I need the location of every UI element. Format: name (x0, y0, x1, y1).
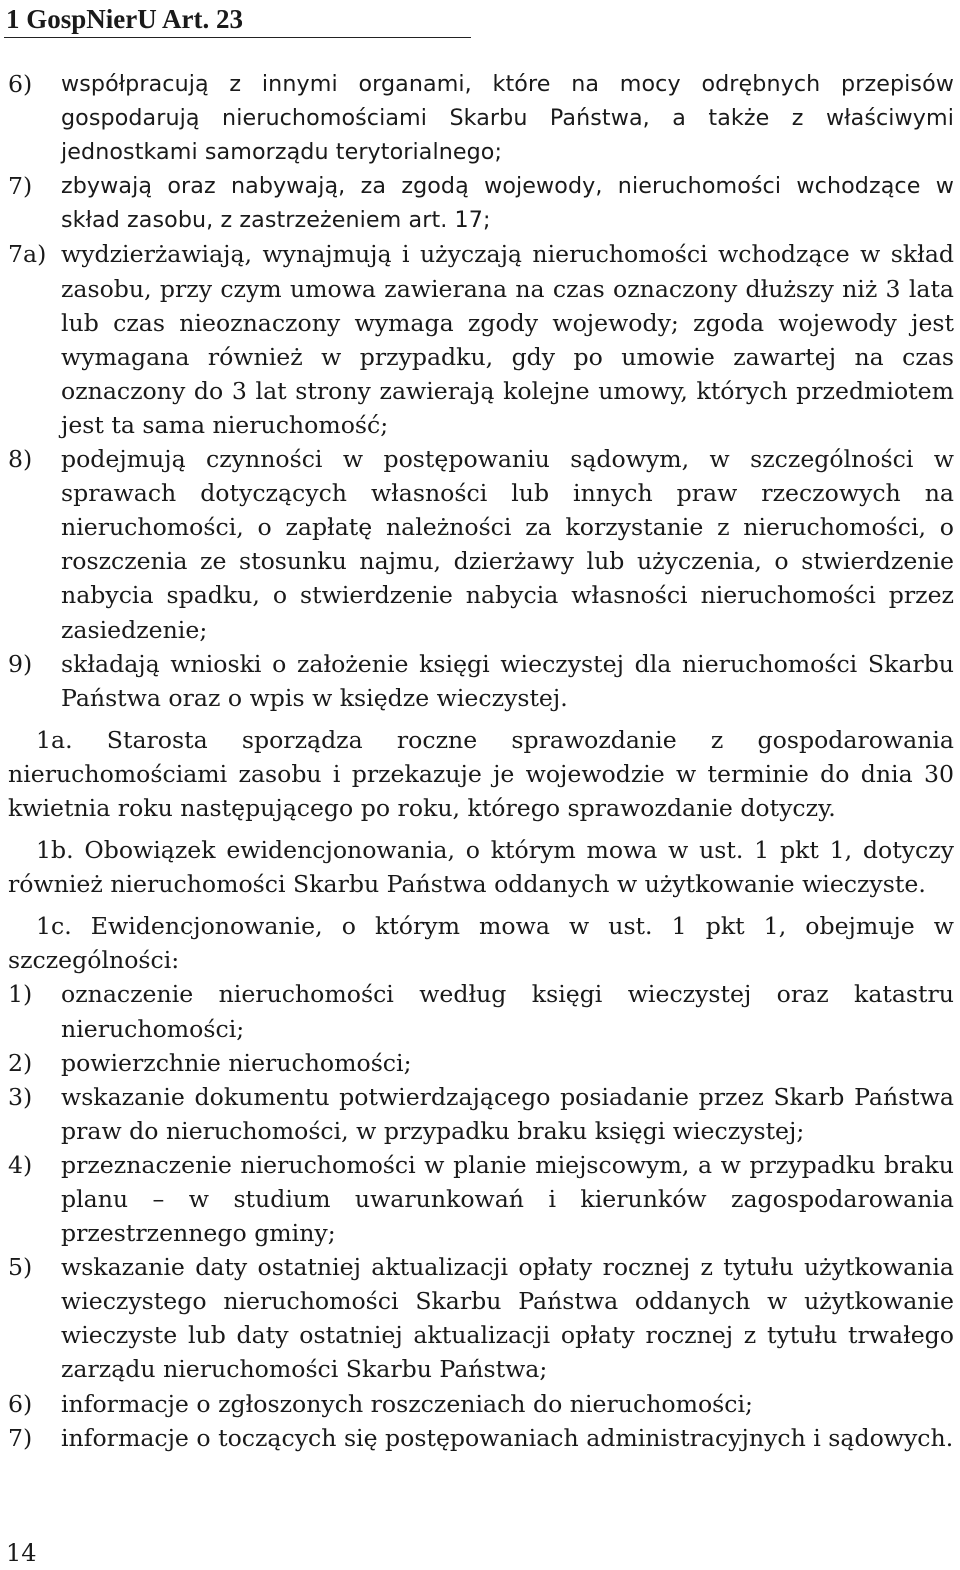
list-item (8, 67, 954, 169)
item-number: 3) (8, 1082, 33, 1111)
list-item (8, 442, 954, 647)
item-text: informacje o toczących się postępowaniach administracyjnych i sądowych. (61, 1423, 954, 1452)
list-item (8, 169, 954, 237)
list-item (8, 1046, 954, 1080)
header-rule (4, 37, 471, 38)
item-text: składają wnioski o założenie księgi wieczystej dla nieruchomości Skarbu Państwa oraz o wpis w księdze wieczystej. (61, 649, 954, 712)
document-body (8, 67, 954, 1455)
list-item (8, 237, 954, 442)
item-number: 9) (8, 649, 33, 678)
item-text: informacje o zgłoszonych roszczeniach do nieruchomości; (61, 1389, 753, 1418)
item-number: 8) (8, 445, 33, 474)
list-item (8, 647, 954, 715)
list-item (8, 1387, 954, 1421)
paragraph-1c: 1c. Ewidencjonowanie, o którym mowa w ust. 1 pkt 1, obejmuje w szczególności: (8, 912, 954, 975)
list-item (8, 1250, 954, 1386)
item-text: wskazanie dokumentu potwierdzającego posiadanie przez Skarb Państwa praw do nieruchomości, w przypadku braku księgi wieczystej; (61, 1082, 954, 1145)
paragraph-1a: 1a. Starosta sporządza roczne sprawozdanie z gospodarowania nieruchomościami zasobu i przekazuje je wojewodzie w terminie do dnia 30 kwietnia roku następującego po roku, którego sprawozdanie dotyczy. (8, 725, 954, 822)
item-text: zbywają oraz nabywają, za zgodą wojewody, nieruchomości wchodzące w skład zasobu, z zastrzeżeniem art. 17; (61, 173, 954, 234)
item-text: powierzchnie nieruchomości; (61, 1048, 412, 1077)
item-text: wskazanie daty ostatniej aktualizacji opłaty rocznej z tytułu użytkowania wieczystego nieruchomości Skarbu Państwa oddanych w użytkowanie wieczyste lub daty ostatniej aktualizacji opłaty rocznej z tytułu trwałego zarządu nieruchomości Skarbu Państwa; (61, 1253, 954, 1384)
item-number: 5) (8, 1253, 33, 1282)
item-number: 1) (8, 980, 33, 1009)
item-number: 4) (8, 1150, 33, 1179)
item-number: 2) (8, 1048, 33, 1077)
list-item (8, 977, 954, 1045)
page-number: 14 (6, 1539, 37, 1567)
list-item (8, 1148, 954, 1250)
item-number: 7a) (8, 240, 47, 269)
item-number: 6) (8, 70, 33, 98)
list-item (8, 1080, 954, 1148)
item-text: oznaczenie nieruchomości według księgi wieczystej oraz katastru nieruchomości; (61, 980, 954, 1043)
item-text: wydzierżawiają, wynajmują i użyczają nieruchomości wchodzące w skład zasobu, przy czym umowa zawierana na czas oznaczony dłuższy niż 3 lata lub czas nieoznaczony wymaga zgody wojewody; zgoda wojewody jest wymagana również w przypadku, gdy po umowie zawartej na czas oznaczony do 3 lat strony zawierają kolejne umowy, których przedmiotem jest ta sama nieruchomość; (61, 240, 954, 439)
item-number: 7) (8, 172, 33, 201)
running-header: 1 GospNierU Art. 23 (6, 4, 243, 34)
item-text: współpracują z innymi organami, które na mocy odrębnych przepisów gospodarują nieruchomościami Skarbu Państwa, a także z właściwymi jednostkami samorządu terytorialnego; (61, 71, 954, 166)
item-text: podejmują czynności w postępowaniu sądowym, w szczególności w sprawach dotyczących własności lub innych praw rzeczowych na nieruchomości, o zapłatę należności za korzystanie z nieruchomości, o roszczenia ze stosunku najmu, dzierżawy lub użyczenia, o stwierdzenie nabycia spadku, o stwierdzenie nabycia własności nieruchomości przez zasiedzenie; (61, 445, 954, 644)
item-text: przeznaczenie nieruchomości w planie miejscowym, a w przypadku braku planu – w studium uwarunkowań i kierunków zagospodarowania przestrzennego gminy; (61, 1150, 954, 1248)
list-item (8, 1421, 954, 1455)
item-number: 7) (8, 1423, 33, 1452)
paragraph-1b: 1b. Obowiązek ewidencjonowania, o którym mowa w ust. 1 pkt 1, dotyczy również nieruchomości Skarbu Państwa oddanych w użytkowanie wieczyste. (8, 836, 954, 899)
item-number: 6) (8, 1389, 33, 1418)
